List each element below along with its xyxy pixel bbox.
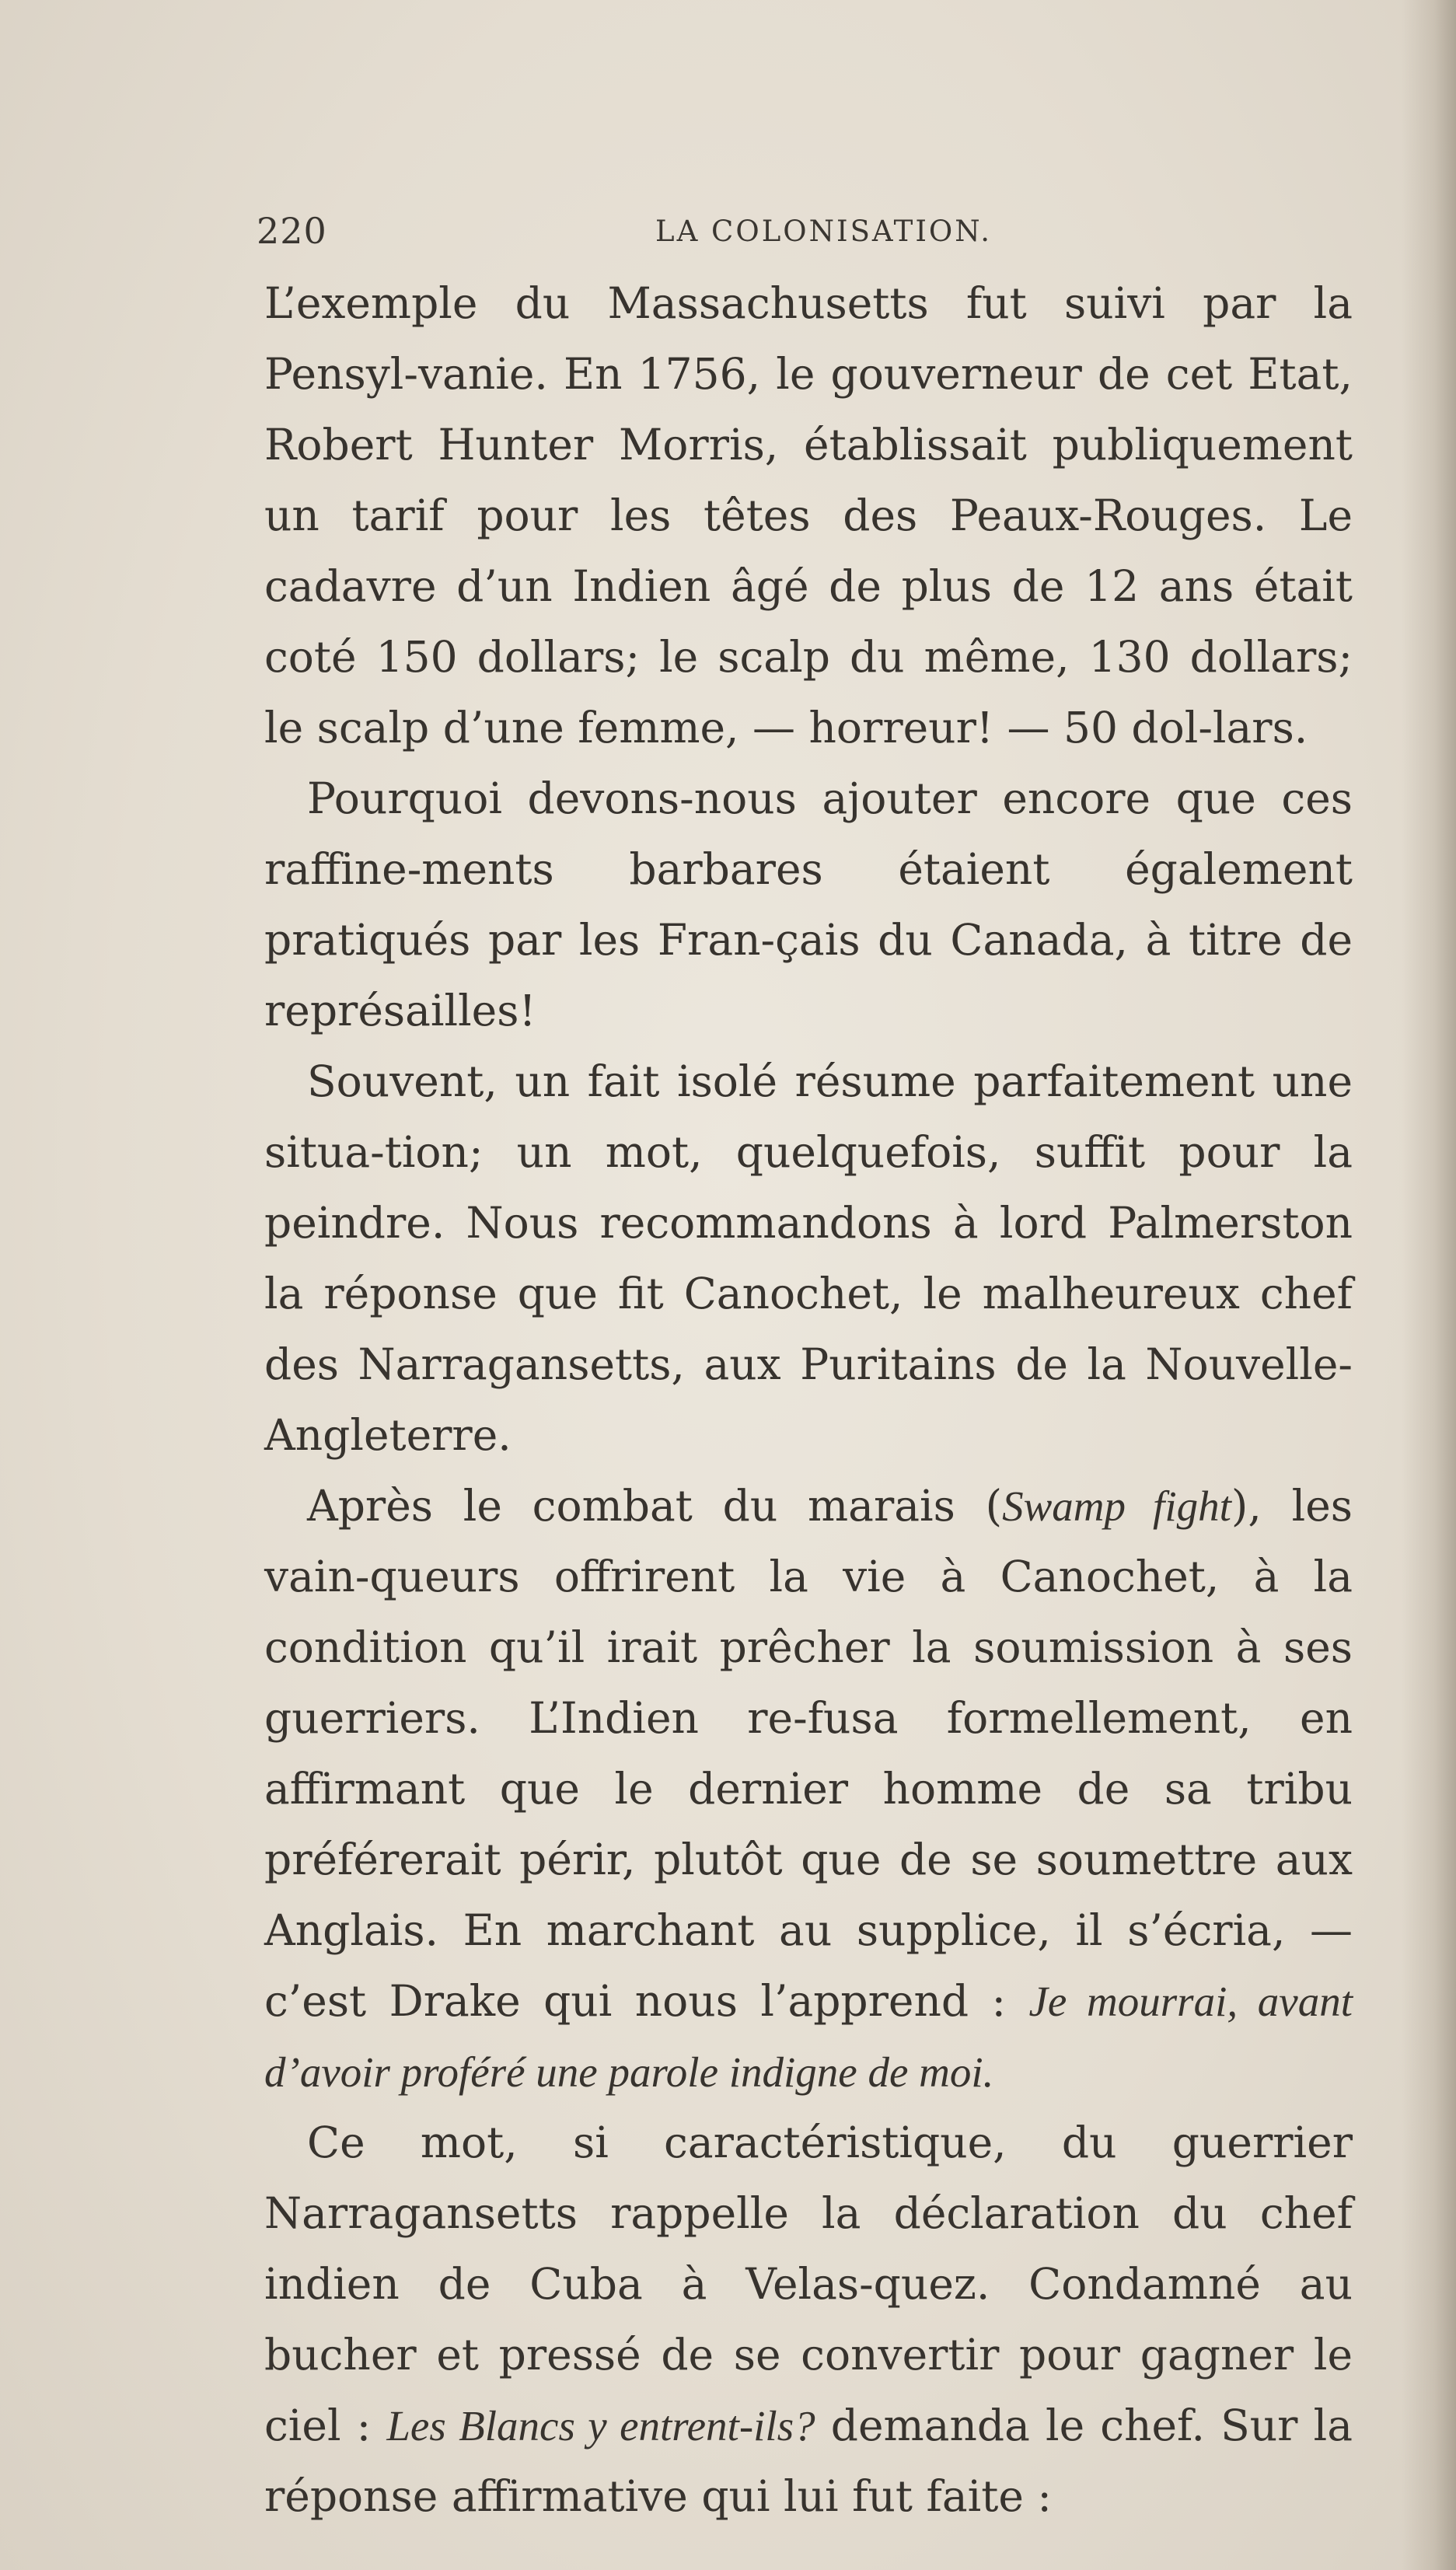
body-text — [264, 268, 1353, 2532]
page-gutter-shadow — [1402, 0, 1456, 2570]
paragraph-4-italic-quote: Je mourrai, avant d’avoir proféré une parole indigne de moi. — [264, 1978, 1353, 2096]
paragraph-2-text: Pourquoi devons-nous ajouter encore que ces raffine-ments barbares étaient également pratiqués par les Fran-çais du Canada, à titre de représailles! — [264, 773, 1353, 1035]
page-header — [257, 210, 1376, 264]
running-head: LA COLONISATION. — [655, 215, 993, 248]
paragraph-3 — [264, 1046, 1353, 1471]
paragraph-4-italic-swamp-fight: Swamp fight — [1002, 1482, 1231, 1530]
paragraph-1 — [264, 268, 1353, 763]
paragraph-1-text: L’exemple du Massachusetts fut suivi par la Pensyl-vanie. En 1756, le gouverneur de cet Etat, Robert Hunter Morris, établissait publiquement un tarif pour les têtes des Peaux-Rouges. Le cadavre d’un Indien âgé de plus de 12 ans était coté 150 dollars; le scalp du même, 130 dollars; le scalp d’une femme, — horreur! — 50 dol-lars. — [264, 278, 1353, 752]
paragraph-5-text-a: Ce mot, si caractéristique, du guerrier Narragansetts rappelle la déclaration du chef indien de Cuba à Velas-quez. Condamné au bucher et pressé de se convertir pour gagner le ciel : — [264, 2118, 1353, 2450]
paragraph-4 — [264, 1471, 1353, 2107]
paragraph-3-text: Souvent, un fait isolé résume parfaitement une situa-tion; un mot, quelquefois, suffit pour la peindre. Nous recommandons à lord Palmerston la réponse que fit Canochet, le malheureux chef des Narragansetts, aux Puritains de la Nouvelle-Angleterre. — [264, 1056, 1353, 1460]
paragraph-2 — [264, 763, 1353, 1046]
page-number: 220 — [257, 210, 327, 252]
paragraph-5 — [264, 2107, 1353, 2532]
paragraph-4-text-b: ), les vain-queurs offrirent la vie à Canochet, à la condition qu’il irait prêcher la soumission à ses guerriers. L’Indien re-fusa formellement, en affirmant que le dernier homme de sa tribu préférerait périr, plutôt que de se soumettre aux Anglais. En marchant au supplice, il s’écria, — c’est Drake qui nous l’apprend : — [264, 1481, 1353, 2026]
paragraph-5-text-b: demanda le chef. Sur la réponse affirmative qui lui fut faite : — [264, 2401, 1353, 2521]
paragraph-5-italic-quote: Les Blancs y entrent-ils? — [386, 2402, 815, 2450]
paragraph-4-text-a: Après le combat du marais ( — [307, 1481, 1003, 1531]
